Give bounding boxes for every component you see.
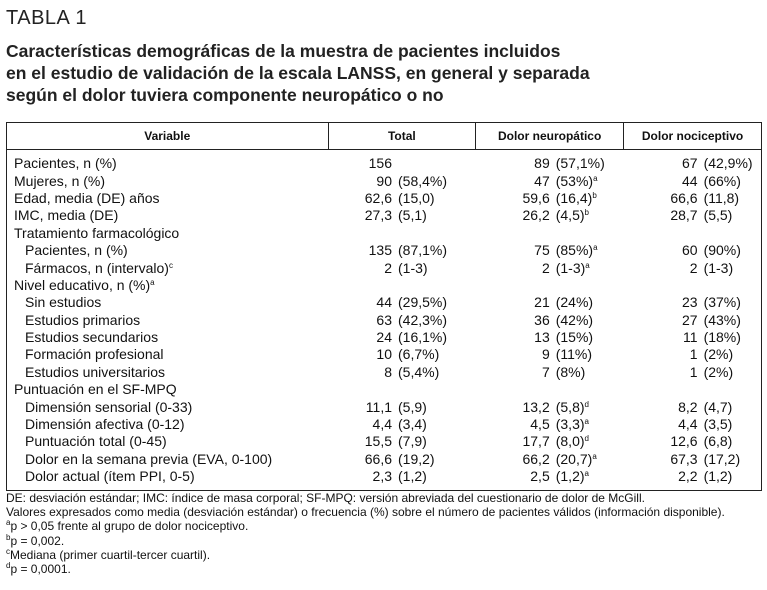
cell-neuropathic <box>476 346 624 363</box>
value-main: 4,5 <box>530 416 550 433</box>
value-paren: (43%) <box>703 311 741 328</box>
table-row <box>7 242 762 259</box>
value-footnote-mark: a <box>593 243 598 253</box>
value-paren: (6,7%) <box>398 346 440 363</box>
cell-nociceptive <box>624 277 762 294</box>
row-label: Estudios primarios <box>25 311 141 328</box>
value-main: 60 <box>681 242 698 259</box>
cell-neuropathic <box>476 259 624 276</box>
value-paren: (42%) <box>555 311 594 328</box>
title-line-2: en el estudio de validación de la escala LANSS, en general y separada <box>6 63 590 83</box>
cell-variable <box>7 277 329 294</box>
value-paren: (58,4%) <box>398 172 448 189</box>
footnote-text: Mediana (primer cuartil-tercer cuartil). <box>10 547 211 562</box>
value-main: 135 <box>368 242 392 259</box>
table-row <box>7 398 762 415</box>
row-label: Edad, media (DE) años <box>14 189 160 206</box>
value-main: 27,3 <box>364 207 392 224</box>
cell-variable <box>7 451 329 468</box>
value-main: 11,1 <box>365 398 392 415</box>
footnote <box>6 548 764 562</box>
value-main: 90 <box>376 172 392 189</box>
value-paren: (37%) <box>703 294 741 311</box>
cell-variable <box>7 294 329 311</box>
value-main: 24 <box>376 329 392 346</box>
value-paren: (3,3) <box>555 416 585 433</box>
cell-variable <box>7 190 329 207</box>
row-label: Dimensión afectiva (0-12) <box>25 416 185 433</box>
table-row <box>7 277 762 294</box>
cell-total <box>328 259 476 276</box>
value-main: 2,3 <box>372 468 392 485</box>
value-paren: (5,9) <box>398 398 427 415</box>
cell-variable <box>7 364 329 381</box>
value-paren: (19,2) <box>398 450 435 467</box>
value-main: 66,2 <box>522 450 550 467</box>
row-label: Formación profesional <box>25 346 164 363</box>
footnote-text: p > 0,05 frente al grupo de dolor nociceptivo. <box>10 519 249 534</box>
footnote <box>6 534 764 548</box>
value-main: 2,5 <box>530 468 550 485</box>
value-footnote-mark: d <box>584 399 589 409</box>
cell-total <box>328 277 476 294</box>
cell-total <box>328 398 476 415</box>
cell-total <box>328 364 476 381</box>
value-main: 66,6 <box>670 189 698 206</box>
row-label: Estudios secundarios <box>25 329 159 346</box>
cell-neuropathic <box>476 433 624 450</box>
row-label: Mujeres, n (%) <box>14 172 106 189</box>
cell-nociceptive <box>624 259 762 276</box>
value-paren: (1-3) <box>398 259 428 276</box>
cell-total <box>328 190 476 207</box>
cell-neuropathic <box>476 150 624 173</box>
value-paren: (1,2) <box>555 468 585 485</box>
value-paren: (90%) <box>703 242 741 259</box>
row-label: Fármacos, n (intervalo) <box>25 259 169 276</box>
cell-variable <box>7 172 329 189</box>
table-row <box>7 172 762 189</box>
cell-total <box>328 172 476 189</box>
footnote <box>6 519 764 533</box>
value-main: 7 <box>541 363 550 380</box>
cell-nociceptive <box>624 416 762 433</box>
value-paren: (42,3%) <box>398 311 448 328</box>
cell-total <box>328 294 476 311</box>
table-row <box>7 346 762 363</box>
table-title <box>6 40 756 106</box>
value-paren: (3,4) <box>398 416 427 433</box>
value-main: 89 <box>534 155 550 172</box>
value-main: 63 <box>376 311 392 328</box>
header-nociceptive: Dolor nociceptivo <box>624 123 762 150</box>
cell-nociceptive <box>624 190 762 207</box>
value-main: 67 <box>681 155 698 172</box>
cell-neuropathic <box>476 207 624 224</box>
cell-nociceptive <box>624 433 762 450</box>
cell-nociceptive <box>624 172 762 189</box>
header-row <box>7 123 762 150</box>
value-paren: (29,5%) <box>398 294 448 311</box>
cell-variable <box>7 381 329 398</box>
cell-nociceptive <box>624 364 762 381</box>
cell-neuropathic <box>476 225 624 242</box>
cell-total <box>328 381 476 398</box>
cell-total <box>328 433 476 450</box>
value-paren: (42,9%) <box>703 155 753 172</box>
data-table <box>6 122 762 491</box>
cell-neuropathic <box>476 172 624 189</box>
value-main: 44 <box>681 172 698 189</box>
cell-neuropathic <box>476 381 624 398</box>
cell-variable <box>7 207 329 224</box>
value-paren: (6,8) <box>703 433 733 450</box>
table-body <box>7 150 762 491</box>
footnote <box>6 491 764 505</box>
value-main: 23 <box>681 294 698 311</box>
row-label: Estudios universitarios <box>25 363 166 380</box>
footnote <box>6 562 764 576</box>
table-row <box>7 468 762 491</box>
row-label: Puntuación total (0-45) <box>25 433 167 450</box>
value-main: 13 <box>534 329 550 346</box>
table-row <box>7 190 762 207</box>
table-row <box>7 329 762 346</box>
table-row <box>7 416 762 433</box>
value-paren: (16,4) <box>555 189 593 206</box>
value-paren: (57,1%) <box>555 155 605 172</box>
table-label: TABLA 1 <box>6 7 87 29</box>
cell-nociceptive <box>624 329 762 346</box>
value-paren: (1,2) <box>398 468 427 485</box>
table-row <box>7 207 762 224</box>
value-paren: (17,2) <box>703 450 741 467</box>
value-main: 17,7 <box>522 433 550 450</box>
value-main: 2 <box>384 259 392 276</box>
cell-total <box>328 468 476 491</box>
value-main: 1 <box>689 346 698 363</box>
footnote-text: p = 0,002. <box>10 533 65 548</box>
footnotes <box>6 491 764 576</box>
value-main: 28,7 <box>670 207 698 224</box>
value-paren: (5,8) <box>555 398 585 415</box>
cell-variable <box>7 329 329 346</box>
row-label: Sin estudios <box>25 294 102 311</box>
cell-nociceptive <box>624 468 762 491</box>
table-row <box>7 294 762 311</box>
value-main: 44 <box>376 294 392 311</box>
cell-total <box>328 242 476 259</box>
value-paren: (5,5) <box>703 207 733 224</box>
value-paren: (8,0) <box>555 433 585 450</box>
cell-nociceptive <box>624 346 762 363</box>
cell-neuropathic <box>476 398 624 415</box>
value-paren: (2%) <box>703 363 734 380</box>
value-main: 11 <box>683 329 698 346</box>
value-footnote-mark: a <box>585 260 590 270</box>
value-paren: (87,1%) <box>398 242 448 259</box>
value-paren: (85%) <box>555 242 594 259</box>
cell-total <box>328 150 476 173</box>
cell-variable <box>7 398 329 415</box>
cell-neuropathic <box>476 242 624 259</box>
cell-nociceptive <box>624 381 762 398</box>
table-row <box>7 312 762 329</box>
cell-variable <box>7 242 329 259</box>
value-footnote-mark: b <box>584 208 589 218</box>
value-main: 21 <box>534 294 550 311</box>
header-variable: Variable <box>7 123 329 150</box>
value-paren: (2%) <box>703 346 734 363</box>
value-paren: (66%) <box>703 172 741 189</box>
value-paren: (11%) <box>555 346 593 363</box>
row-label: Dolor en la semana previa (EVA, 0-100) <box>25 450 273 467</box>
value-main: 67,3 <box>670 450 698 467</box>
value-main: 12,6 <box>670 433 698 450</box>
table-row <box>7 451 762 468</box>
cell-neuropathic <box>476 312 624 329</box>
row-label: Tratamiento farmacológico <box>14 224 180 241</box>
value-paren: (1,2) <box>703 468 733 485</box>
cell-total <box>328 225 476 242</box>
footnote-text: Valores expresados como media (desviación estándar) o frecuencia (%) sobre el número de pacientes válidos (información disponible). <box>6 505 725 520</box>
table-row <box>7 433 762 450</box>
footnote-mark: c <box>6 546 10 556</box>
title-line-1: Características demográficas de la muestra de pacientes incluidos <box>6 41 561 61</box>
cell-nociceptive <box>624 398 762 415</box>
cell-neuropathic <box>476 451 624 468</box>
label-footnote-mark: a <box>150 277 155 287</box>
row-label: Pacientes, n (%) <box>25 242 128 259</box>
value-main: 4,4 <box>372 416 392 433</box>
cell-neuropathic <box>476 277 624 294</box>
footnote-mark: a <box>6 518 11 528</box>
value-paren: (1-3) <box>555 259 586 276</box>
cell-total <box>328 207 476 224</box>
value-footnote-mark: d <box>584 434 589 444</box>
row-label: Dimensión sensorial (0-33) <box>25 398 193 415</box>
value-main: 36 <box>534 311 550 328</box>
value-main: 66,6 <box>364 450 392 467</box>
value-main: 4,4 <box>678 416 698 433</box>
cell-nociceptive <box>624 451 762 468</box>
cell-nociceptive <box>624 150 762 173</box>
cell-total <box>328 312 476 329</box>
value-footnote-mark: a <box>593 173 598 183</box>
cell-nociceptive <box>624 242 762 259</box>
value-main: 62,6 <box>364 189 392 206</box>
value-footnote-mark: b <box>592 190 597 200</box>
value-main: 15,5 <box>364 433 392 450</box>
value-paren: (4,5) <box>555 207 585 224</box>
value-main: 8,2 <box>678 398 698 415</box>
value-main: 75 <box>534 242 550 259</box>
row-label: Dolor actual (ítem PPI, 0-5) <box>25 468 195 485</box>
cell-neuropathic <box>476 190 624 207</box>
value-paren: (7,9) <box>398 433 427 450</box>
value-main: 1 <box>689 363 698 380</box>
cell-neuropathic <box>476 416 624 433</box>
value-main: 10 <box>376 346 392 363</box>
cell-neuropathic <box>476 329 624 346</box>
footnote <box>6 505 764 519</box>
value-paren: (11,8) <box>703 189 740 206</box>
cell-nociceptive <box>624 312 762 329</box>
value-paren: (20,7) <box>555 450 593 467</box>
table-row <box>7 259 762 276</box>
cell-variable <box>7 225 329 242</box>
cell-variable <box>7 150 329 173</box>
value-footnote-mark: a <box>584 469 589 479</box>
value-paren: (18%) <box>703 329 741 346</box>
table-row <box>7 150 762 173</box>
row-label: Nivel educativo, n (%) <box>14 276 151 293</box>
cell-total <box>328 329 476 346</box>
value-paren: (4,7) <box>703 398 733 415</box>
table-row <box>7 225 762 242</box>
cell-total <box>328 416 476 433</box>
value-main: 8 <box>384 363 392 380</box>
value-main: 13,2 <box>522 398 550 415</box>
value-main: 2 <box>541 259 550 276</box>
value-main: 2,2 <box>678 468 698 485</box>
table-row <box>7 364 762 381</box>
cell-neuropathic <box>476 294 624 311</box>
value-paren: (5,4%) <box>398 363 440 380</box>
value-footnote-mark: a <box>592 451 597 461</box>
cell-variable <box>7 312 329 329</box>
cell-nociceptive <box>624 207 762 224</box>
footnote-text: DE: desviación estándar; IMC: índice de masa corporal; SF-MPQ: versión abreviada del cuestionario de dolor de McGill. <box>6 491 645 505</box>
value-main: 156 <box>368 155 392 172</box>
header-total: Total <box>328 123 476 150</box>
value-paren: (24%) <box>555 294 594 311</box>
footnote-mark: b <box>6 532 11 542</box>
cell-variable <box>7 259 329 276</box>
cell-variable <box>7 346 329 363</box>
value-main: 9 <box>541 346 550 363</box>
value-footnote-mark: a <box>584 417 589 427</box>
value-paren: (15%) <box>555 329 594 346</box>
value-paren: (15,0) <box>398 189 435 206</box>
cell-total <box>328 451 476 468</box>
cell-total <box>328 346 476 363</box>
row-label: Pacientes, n (%) <box>14 155 117 172</box>
cell-variable <box>7 468 329 491</box>
footnote-text: p = 0,0001. <box>10 562 71 577</box>
cell-nociceptive <box>624 225 762 242</box>
value-main: 27 <box>681 311 698 328</box>
title-line-3: según el dolor tuviera componente neuropático o no <box>6 85 444 105</box>
value-paren: (5,1) <box>398 207 427 224</box>
value-main: 26,2 <box>522 207 550 224</box>
row-label: IMC, media (DE) <box>14 207 119 224</box>
header-neuropathic: Dolor neuropático <box>476 123 624 150</box>
value-main: 2 <box>689 259 698 276</box>
value-main: 59,6 <box>522 189 550 206</box>
cell-variable <box>7 433 329 450</box>
cell-nociceptive <box>624 294 762 311</box>
value-paren: (1-3) <box>703 259 734 276</box>
label-footnote-mark: c <box>168 260 173 270</box>
cell-neuropathic <box>476 468 624 491</box>
value-paren: (53%) <box>555 172 594 189</box>
value-paren: (16,1%) <box>398 329 448 346</box>
value-paren: (3,5) <box>703 416 733 433</box>
cell-neuropathic <box>476 364 624 381</box>
cell-variable <box>7 416 329 433</box>
row-label: Puntuación en el SF-MPQ <box>14 381 177 398</box>
value-paren: (8%) <box>555 363 586 380</box>
table-row <box>7 381 762 398</box>
footnote-mark: d <box>6 561 11 571</box>
value-main: 47 <box>534 172 550 189</box>
